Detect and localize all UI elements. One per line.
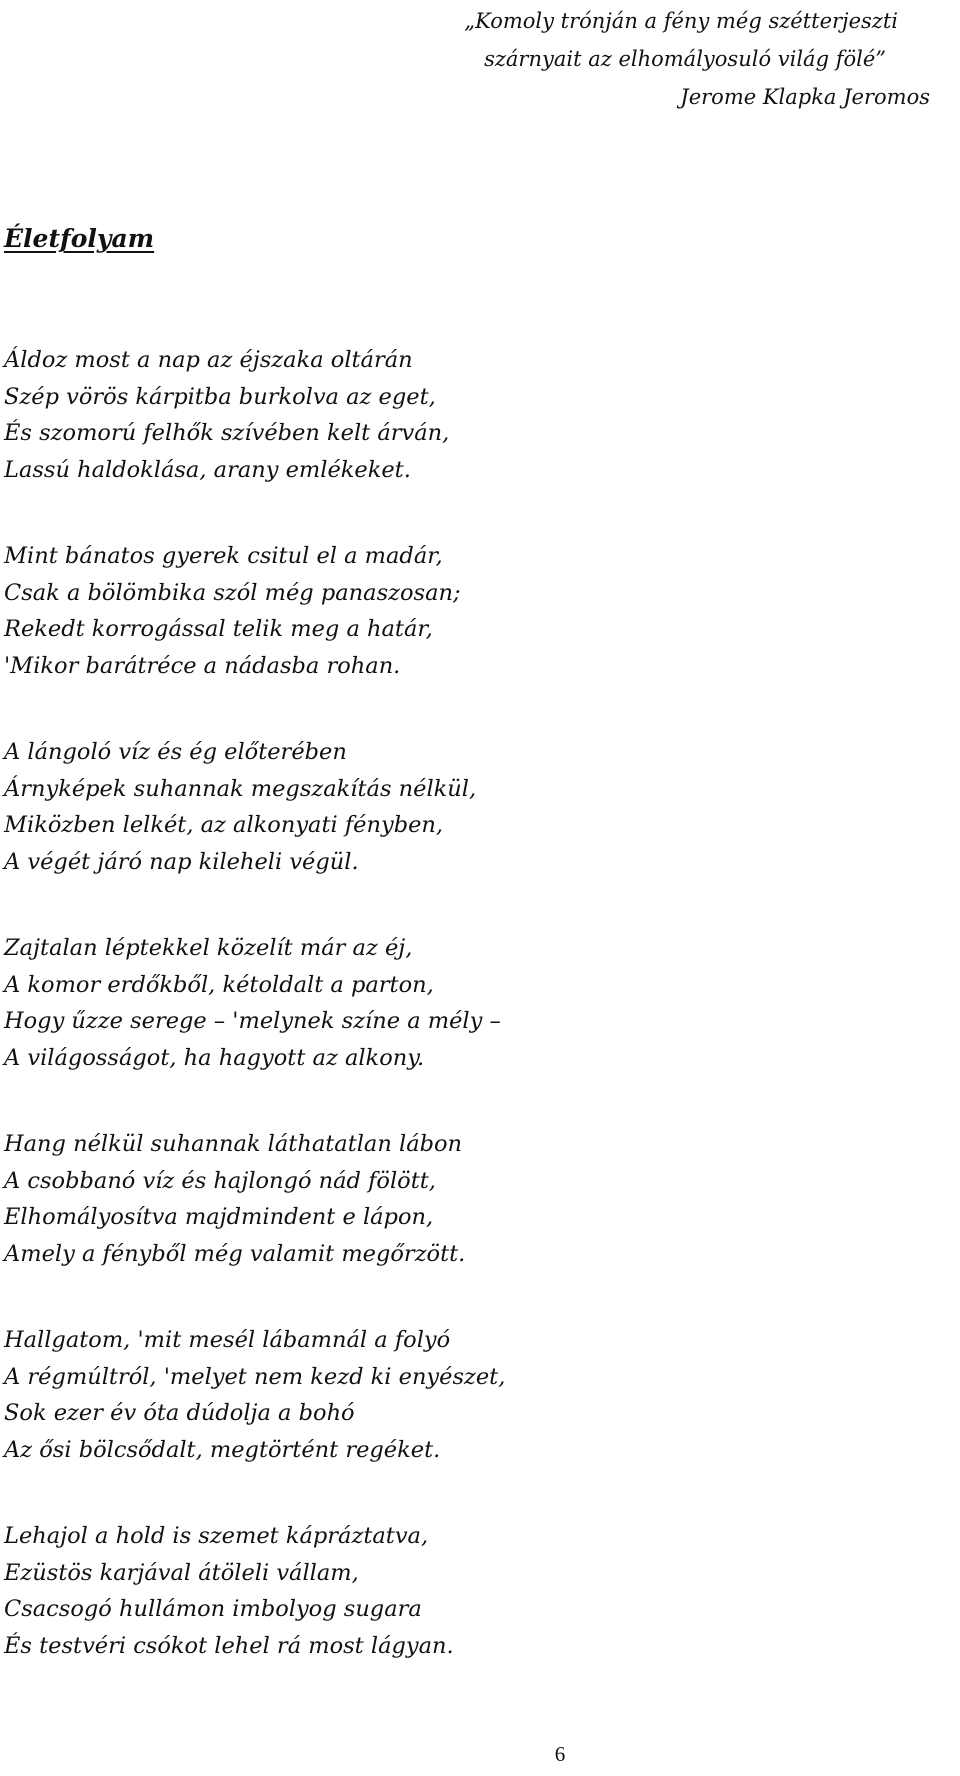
verse-line: És testvéri csókot lehel rá most lágyan. [4, 1632, 454, 1659]
verse-line: Áldoz most a nap az éjszaka oltárán [4, 347, 413, 373]
verse-line: Sok ezer év óta dúdolja a bohó [4, 1400, 355, 1426]
verse-line: 'Mikor barátréce a nádasba rohan. [4, 652, 401, 679]
verse-line: Miközben lelkét, az alkonyati fényben, [4, 812, 444, 838]
verse-line: Rekedt korrogással telik meg a határ, [4, 616, 433, 642]
verse-line: Szép vörös kárpitba burkolva az eget, [4, 383, 436, 410]
verse-line: A régmúltról, 'melyet nem kezd ki enyészet, [4, 1363, 506, 1390]
verse-line: Ezüstös karjával átöleli vállam, [4, 1559, 359, 1586]
stanza-1 [4, 342, 904, 538]
verse-line: Lehajol a hold is szemet kápráztatva, [4, 1523, 429, 1549]
verse-line: A lángoló víz és ég előterében [4, 739, 347, 765]
verse-line: Elhomályosítva majdmindent e lápon, [4, 1204, 434, 1230]
verse-line: A csobbanó víz és hajlongó nád fölött, [4, 1167, 436, 1194]
verse-line: A világosságot, ha hagyott az alkony. [4, 1044, 425, 1071]
epigraph-attribution: Jerome Klapka Jeromos [680, 85, 930, 109]
stanza-5 [4, 1126, 904, 1322]
verse-line: Hallgatom, 'mit mesél lábamnál a folyó [4, 1327, 451, 1353]
verse-line: Hogy űzze serege – 'melynek színe a mély – [4, 1008, 501, 1034]
verse-line: Árnyképek suhannak megszakítás nélkül, [4, 775, 477, 802]
verse-line: A végét járó nap kileheli végül. [4, 848, 359, 875]
verse-line: És szomorú felhők szívében kelt árván, [4, 420, 450, 446]
stanza-6 [4, 1322, 904, 1518]
epigraph-line: szárnyait az elhomályosuló világ fölé” [484, 47, 886, 71]
poem-title: Életfolyam [4, 224, 155, 253]
stanza-7 [4, 1518, 904, 1714]
verse-line: Amely a fényből még valamit megőrzött. [4, 1240, 466, 1267]
verse-line: Lassú haldoklása, arany emlékeket. [4, 456, 411, 483]
epigraph-line: „Komoly trónján a fény még szétterjeszti [464, 9, 898, 33]
stanza-3 [4, 734, 904, 930]
verse-line: Zajtalan léptekkel közelít már az éj, [4, 935, 413, 961]
page-number: 6 [554, 1742, 566, 1766]
stanza-2 [4, 538, 904, 734]
verse-line: Csacsogó hullámon imbolyog sugara [4, 1596, 422, 1622]
verse-line: Csak a bölömbika szól még panaszosan; [4, 579, 461, 606]
verse-line: Hang nélkül suhannak láthatatlan lábon [4, 1131, 463, 1157]
stanza-4 [4, 930, 904, 1126]
poem-body [4, 342, 904, 1714]
verse-line: Az ősi bölcsődalt, megtörtént regéket. [4, 1436, 441, 1463]
epigraph [464, 2, 930, 116]
verse-line: Mint bánatos gyerek csitul el a madár, [4, 543, 443, 569]
verse-line: A komor erdőkből, kétoldalt a parton, [4, 971, 434, 998]
